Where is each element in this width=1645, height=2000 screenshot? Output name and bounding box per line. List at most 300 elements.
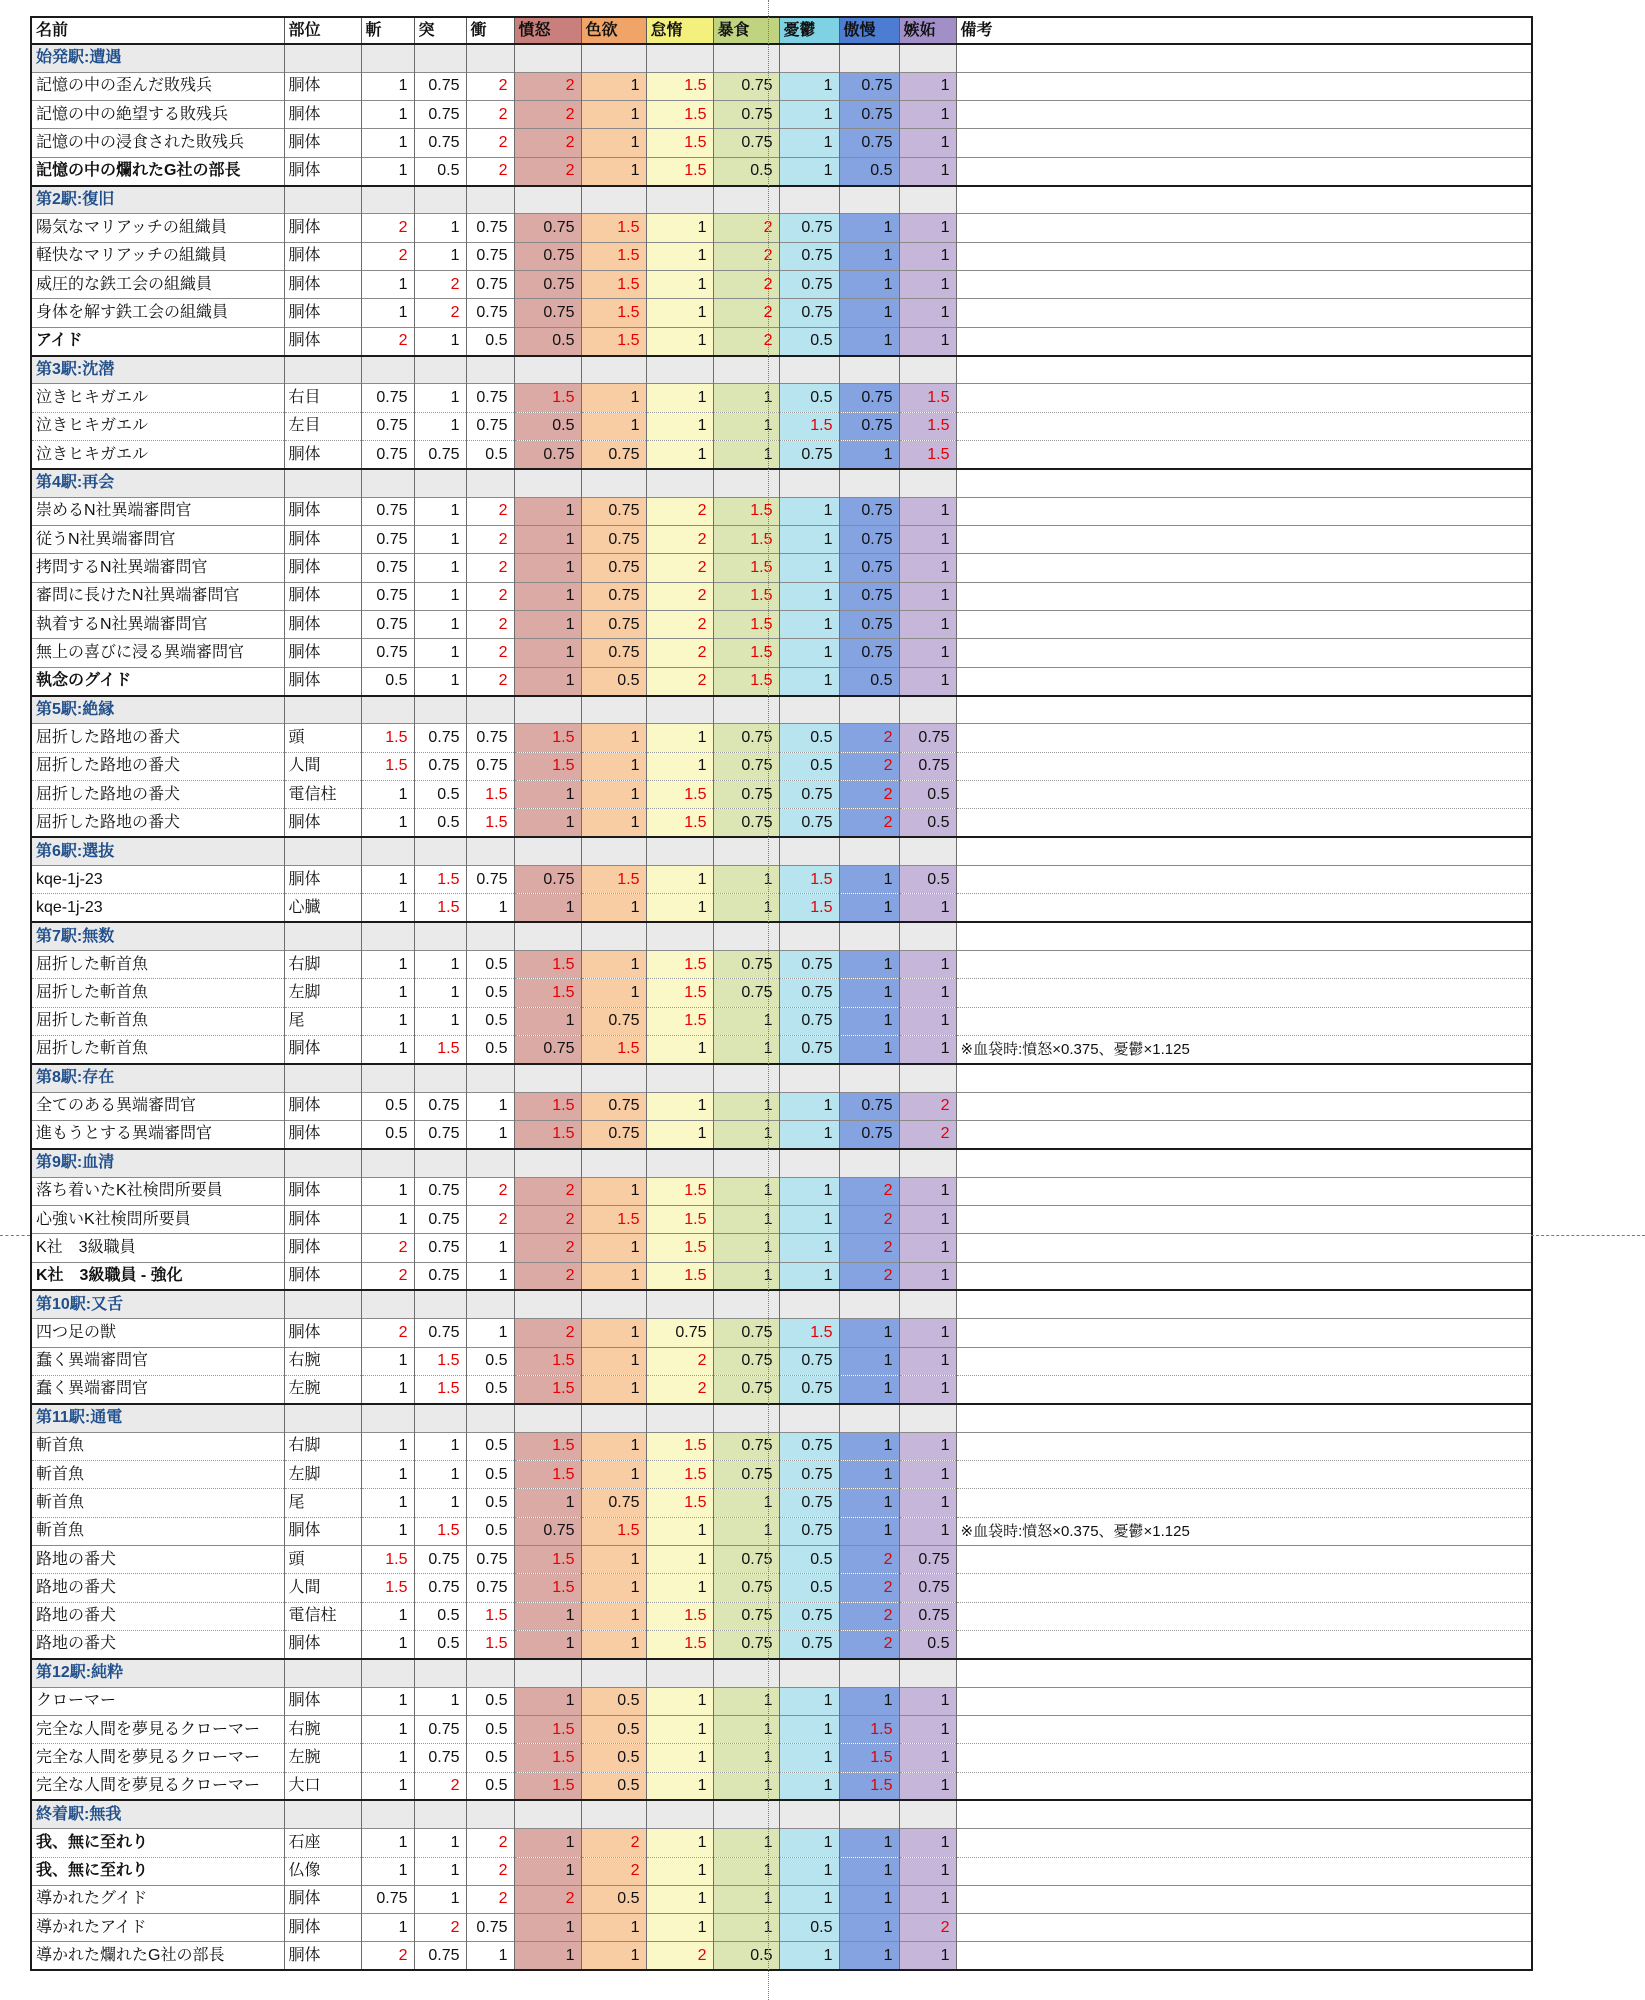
- empty-cell[interactable]: [284, 469, 361, 497]
- value-cell[interactable]: 1: [899, 271, 956, 299]
- value-cell[interactable]: 0.75: [466, 242, 514, 270]
- note-cell[interactable]: [956, 1205, 1532, 1233]
- enemy-name-cell[interactable]: 軽快なマリアッチの組織員: [31, 242, 284, 270]
- value-cell[interactable]: 0.75: [466, 384, 514, 412]
- value-cell[interactable]: 1.5: [466, 781, 514, 809]
- value-cell[interactable]: 0.5: [466, 1687, 514, 1715]
- enemy-name-cell[interactable]: 蠢く異端審問官: [31, 1375, 284, 1403]
- value-cell[interactable]: 1.5: [466, 809, 514, 837]
- empty-cell[interactable]: [839, 1064, 899, 1092]
- value-cell[interactable]: 1: [646, 1545, 713, 1573]
- value-cell[interactable]: 2: [466, 1205, 514, 1233]
- part-cell[interactable]: 胴体: [284, 157, 361, 185]
- value-cell[interactable]: 1: [779, 639, 839, 667]
- empty-cell[interactable]: [514, 1404, 581, 1432]
- part-cell[interactable]: 胴体: [284, 611, 361, 639]
- value-cell[interactable]: 2: [839, 724, 899, 752]
- value-cell[interactable]: 0.75: [713, 1545, 779, 1573]
- value-cell[interactable]: 1: [899, 72, 956, 100]
- value-cell[interactable]: 2: [466, 611, 514, 639]
- value-cell[interactable]: 1: [361, 1460, 414, 1488]
- value-cell[interactable]: 1: [581, 157, 646, 185]
- part-cell[interactable]: 心臓: [284, 894, 361, 922]
- value-cell[interactable]: 1: [899, 1517, 956, 1545]
- value-cell[interactable]: 0.75: [514, 1035, 581, 1063]
- value-cell[interactable]: 0.75: [713, 781, 779, 809]
- empty-cell[interactable]: [414, 1290, 466, 1318]
- value-cell[interactable]: 1.5: [466, 1630, 514, 1658]
- value-cell[interactable]: 1.5: [414, 1375, 466, 1403]
- value-cell[interactable]: 1.5: [646, 781, 713, 809]
- empty-cell[interactable]: [779, 44, 839, 72]
- value-cell[interactable]: 0.75: [839, 639, 899, 667]
- value-cell[interactable]: 1: [899, 1177, 956, 1205]
- value-cell[interactable]: 2: [514, 157, 581, 185]
- empty-cell[interactable]: [581, 922, 646, 950]
- value-cell[interactable]: 1: [581, 781, 646, 809]
- value-cell[interactable]: 1: [361, 157, 414, 185]
- value-cell[interactable]: 0.75: [414, 1120, 466, 1148]
- value-cell[interactable]: 1.5: [361, 1574, 414, 1602]
- value-cell[interactable]: 2: [466, 1885, 514, 1913]
- value-cell[interactable]: 0.75: [466, 299, 514, 327]
- enemy-name-cell[interactable]: 審問に長けたN社異端審問官: [31, 582, 284, 610]
- part-cell[interactable]: 胴体: [284, 129, 361, 157]
- value-cell[interactable]: 0.5: [899, 781, 956, 809]
- value-cell[interactable]: 1.5: [514, 1432, 581, 1460]
- enemy-name-cell[interactable]: 路地の番犬: [31, 1602, 284, 1630]
- empty-cell[interactable]: [514, 1659, 581, 1687]
- note-cell[interactable]: [956, 497, 1532, 525]
- value-cell[interactable]: 1: [646, 1035, 713, 1063]
- value-cell[interactable]: 0.75: [514, 242, 581, 270]
- empty-cell[interactable]: [779, 356, 839, 384]
- value-cell[interactable]: 0.5: [466, 1432, 514, 1460]
- value-cell[interactable]: 1: [779, 129, 839, 157]
- value-cell[interactable]: 0.75: [414, 1262, 466, 1290]
- empty-cell[interactable]: [779, 837, 839, 865]
- value-cell[interactable]: 1.5: [646, 1489, 713, 1517]
- value-cell[interactable]: 0.5: [779, 1914, 839, 1942]
- value-cell[interactable]: 1.5: [414, 894, 466, 922]
- value-cell[interactable]: 2: [713, 327, 779, 355]
- value-cell[interactable]: 1: [646, 384, 713, 412]
- value-cell[interactable]: 1: [839, 894, 899, 922]
- note-cell[interactable]: [956, 639, 1532, 667]
- value-cell[interactable]: 2: [466, 554, 514, 582]
- part-cell[interactable]: 石座: [284, 1829, 361, 1857]
- value-cell[interactable]: 1: [581, 129, 646, 157]
- value-cell[interactable]: 1: [646, 1829, 713, 1857]
- enemy-name-cell[interactable]: 導かれた爛れたG社の部長: [31, 1942, 284, 1970]
- value-cell[interactable]: 2: [466, 157, 514, 185]
- value-cell[interactable]: 1: [779, 667, 839, 695]
- note-cell[interactable]: [956, 214, 1532, 242]
- value-cell[interactable]: 0.75: [581, 639, 646, 667]
- value-cell[interactable]: 1: [713, 1517, 779, 1545]
- part-cell[interactable]: 胴体: [284, 809, 361, 837]
- part-cell[interactable]: 左脚: [284, 1460, 361, 1488]
- part-cell[interactable]: 胴体: [284, 667, 361, 695]
- empty-cell[interactable]: [779, 1800, 839, 1828]
- note-cell[interactable]: [956, 781, 1532, 809]
- value-cell[interactable]: 0.75: [713, 1460, 779, 1488]
- value-cell[interactable]: 2: [514, 129, 581, 157]
- value-cell[interactable]: 1: [361, 894, 414, 922]
- empty-cell[interactable]: [713, 1290, 779, 1318]
- section-title[interactable]: 第9駅:血清: [31, 1149, 284, 1177]
- value-cell[interactable]: 1: [899, 1375, 956, 1403]
- value-cell[interactable]: 0.75: [466, 214, 514, 242]
- value-cell[interactable]: 1: [779, 1687, 839, 1715]
- section-title[interactable]: 第10駅:又舌: [31, 1290, 284, 1318]
- value-cell[interactable]: 0.75: [779, 242, 839, 270]
- value-cell[interactable]: 1: [779, 72, 839, 100]
- enemy-name-cell[interactable]: 泣きヒキガエル: [31, 384, 284, 412]
- value-cell[interactable]: 0.75: [414, 129, 466, 157]
- value-cell[interactable]: 0.5: [779, 327, 839, 355]
- column-header-2[interactable]: 部位: [284, 17, 361, 44]
- part-cell[interactable]: 胴体: [284, 1262, 361, 1290]
- empty-cell[interactable]: [839, 696, 899, 724]
- value-cell[interactable]: 1: [779, 1092, 839, 1120]
- value-cell[interactable]: 1.5: [646, 129, 713, 157]
- enemy-name-cell[interactable]: 斬首魚: [31, 1489, 284, 1517]
- value-cell[interactable]: 1: [414, 667, 466, 695]
- value-cell[interactable]: 1: [581, 1375, 646, 1403]
- empty-cell[interactable]: [899, 1290, 956, 1318]
- note-cell[interactable]: [956, 1659, 1532, 1687]
- enemy-name-cell[interactable]: 屈折した路地の番犬: [31, 724, 284, 752]
- note-cell[interactable]: [956, 554, 1532, 582]
- value-cell[interactable]: 0.5: [779, 384, 839, 412]
- value-cell[interactable]: 2: [646, 611, 713, 639]
- empty-cell[interactable]: [646, 1404, 713, 1432]
- value-cell[interactable]: 1.5: [514, 384, 581, 412]
- value-cell[interactable]: 2: [466, 667, 514, 695]
- value-cell[interactable]: 0.75: [414, 1177, 466, 1205]
- value-cell[interactable]: 0.5: [581, 1772, 646, 1800]
- enemy-name-cell[interactable]: 屈折した路地の番犬: [31, 781, 284, 809]
- value-cell[interactable]: 1: [839, 441, 899, 469]
- empty-cell[interactable]: [284, 837, 361, 865]
- value-cell[interactable]: 1: [514, 497, 581, 525]
- value-cell[interactable]: 1: [713, 866, 779, 894]
- note-cell[interactable]: [956, 1772, 1532, 1800]
- empty-cell[interactable]: [361, 837, 414, 865]
- empty-cell[interactable]: [581, 44, 646, 72]
- value-cell[interactable]: 1: [581, 72, 646, 100]
- value-cell[interactable]: 1: [414, 611, 466, 639]
- value-cell[interactable]: 1: [361, 101, 414, 129]
- value-cell[interactable]: 1: [713, 1205, 779, 1233]
- column-header-6[interactable]: 憤怒: [514, 17, 581, 44]
- value-cell[interactable]: 2: [361, 1319, 414, 1347]
- value-cell[interactable]: 0.5: [414, 809, 466, 837]
- value-cell[interactable]: 1: [414, 554, 466, 582]
- value-cell[interactable]: 0.5: [414, 157, 466, 185]
- value-cell[interactable]: 1: [899, 1035, 956, 1063]
- value-cell[interactable]: 2: [646, 1375, 713, 1403]
- value-cell[interactable]: 2: [414, 1914, 466, 1942]
- value-cell[interactable]: 0.75: [466, 866, 514, 894]
- value-cell[interactable]: 1: [839, 1432, 899, 1460]
- value-cell[interactable]: 1: [839, 1035, 899, 1063]
- empty-cell[interactable]: [839, 356, 899, 384]
- value-cell[interactable]: 0.75: [713, 129, 779, 157]
- empty-cell[interactable]: [839, 1659, 899, 1687]
- enemy-name-cell[interactable]: K社 3級職員: [31, 1234, 284, 1262]
- value-cell[interactable]: 1: [414, 1007, 466, 1035]
- value-cell[interactable]: 1: [361, 1914, 414, 1942]
- value-cell[interactable]: 1: [839, 1375, 899, 1403]
- part-cell[interactable]: 左腕: [284, 1375, 361, 1403]
- value-cell[interactable]: 1: [713, 1035, 779, 1063]
- value-cell[interactable]: 1: [646, 412, 713, 440]
- part-cell[interactable]: 胴体: [284, 101, 361, 129]
- value-cell[interactable]: 2: [839, 1177, 899, 1205]
- value-cell[interactable]: 2: [514, 72, 581, 100]
- section-title[interactable]: 第2駅:復旧: [31, 186, 284, 214]
- value-cell[interactable]: 1: [899, 129, 956, 157]
- note-cell[interactable]: [956, 1120, 1532, 1148]
- value-cell[interactable]: 1: [713, 1914, 779, 1942]
- value-cell[interactable]: 1: [361, 1687, 414, 1715]
- value-cell[interactable]: 1: [646, 866, 713, 894]
- value-cell[interactable]: 0.75: [361, 526, 414, 554]
- value-cell[interactable]: 2: [839, 781, 899, 809]
- part-cell[interactable]: 右目: [284, 384, 361, 412]
- value-cell[interactable]: 0.75: [713, 72, 779, 100]
- empty-cell[interactable]: [514, 1290, 581, 1318]
- value-cell[interactable]: 0.5: [899, 1630, 956, 1658]
- value-cell[interactable]: 1: [713, 1234, 779, 1262]
- value-cell[interactable]: 1: [646, 1574, 713, 1602]
- value-cell[interactable]: 0.5: [466, 1035, 514, 1063]
- value-cell[interactable]: 0.75: [899, 1574, 956, 1602]
- value-cell[interactable]: 1: [899, 1347, 956, 1375]
- column-header-11[interactable]: 傲慢: [839, 17, 899, 44]
- empty-cell[interactable]: [839, 1149, 899, 1177]
- value-cell[interactable]: 1.5: [514, 1744, 581, 1772]
- value-cell[interactable]: 1: [839, 1885, 899, 1913]
- value-cell[interactable]: 1: [514, 554, 581, 582]
- value-cell[interactable]: 0.5: [713, 1942, 779, 1970]
- part-cell[interactable]: 胴体: [284, 497, 361, 525]
- empty-cell[interactable]: [899, 1064, 956, 1092]
- value-cell[interactable]: 1: [361, 299, 414, 327]
- note-cell[interactable]: [956, 1234, 1532, 1262]
- value-cell[interactable]: 1: [414, 951, 466, 979]
- part-cell[interactable]: 胴体: [284, 639, 361, 667]
- value-cell[interactable]: 0.75: [779, 781, 839, 809]
- empty-cell[interactable]: [284, 1800, 361, 1828]
- enemy-name-cell[interactable]: 記憶の中の絶望する敗残兵: [31, 101, 284, 129]
- value-cell[interactable]: 1: [713, 894, 779, 922]
- section-title[interactable]: 第4駅:再会: [31, 469, 284, 497]
- value-cell[interactable]: 1: [713, 384, 779, 412]
- note-cell[interactable]: [956, 1347, 1532, 1375]
- value-cell[interactable]: 1: [899, 1234, 956, 1262]
- value-cell[interactable]: 0.75: [713, 101, 779, 129]
- value-cell[interactable]: 2: [646, 526, 713, 554]
- empty-cell[interactable]: [361, 922, 414, 950]
- value-cell[interactable]: 1: [713, 1177, 779, 1205]
- value-cell[interactable]: 1: [713, 1007, 779, 1035]
- value-cell[interactable]: 1.5: [646, 1205, 713, 1233]
- value-cell[interactable]: 1.5: [646, 1460, 713, 1488]
- section-title[interactable]: 第5駅:絶縁: [31, 696, 284, 724]
- note-cell[interactable]: [956, 1064, 1532, 1092]
- part-cell[interactable]: 右腕: [284, 1347, 361, 1375]
- empty-cell[interactable]: [581, 696, 646, 724]
- value-cell[interactable]: 0.75: [361, 384, 414, 412]
- note-cell[interactable]: [956, 1829, 1532, 1857]
- value-cell[interactable]: 2: [514, 1177, 581, 1205]
- value-cell[interactable]: 1: [361, 951, 414, 979]
- value-cell[interactable]: 1: [361, 72, 414, 100]
- enemy-name-cell[interactable]: 完全な人間を夢見るクローマー: [31, 1744, 284, 1772]
- empty-cell[interactable]: [361, 1659, 414, 1687]
- value-cell[interactable]: 1: [713, 1829, 779, 1857]
- value-cell[interactable]: 0.75: [713, 1432, 779, 1460]
- enemy-name-cell[interactable]: 四つ足の獣: [31, 1319, 284, 1347]
- value-cell[interactable]: 0.75: [713, 724, 779, 752]
- value-cell[interactable]: 0.75: [466, 271, 514, 299]
- value-cell[interactable]: 1: [361, 1035, 414, 1063]
- value-cell[interactable]: 2: [713, 299, 779, 327]
- note-cell[interactable]: [956, 327, 1532, 355]
- section-title[interactable]: 第11駅:通電: [31, 1404, 284, 1432]
- empty-cell[interactable]: [899, 1800, 956, 1828]
- value-cell[interactable]: 0.75: [713, 1375, 779, 1403]
- value-cell[interactable]: 0.75: [779, 271, 839, 299]
- value-cell[interactable]: 0.75: [361, 582, 414, 610]
- value-cell[interactable]: 0.75: [713, 809, 779, 837]
- empty-cell[interactable]: [514, 1064, 581, 1092]
- part-cell[interactable]: 胴体: [284, 526, 361, 554]
- section-title[interactable]: 第8駅:存在: [31, 1064, 284, 1092]
- value-cell[interactable]: 1.5: [646, 951, 713, 979]
- empty-cell[interactable]: [466, 1149, 514, 1177]
- value-cell[interactable]: 2: [514, 1262, 581, 1290]
- empty-cell[interactable]: [361, 44, 414, 72]
- value-cell[interactable]: 0.75: [646, 1319, 713, 1347]
- empty-cell[interactable]: [713, 837, 779, 865]
- value-cell[interactable]: 1: [581, 1234, 646, 1262]
- value-cell[interactable]: 0.5: [779, 752, 839, 780]
- value-cell[interactable]: 1.5: [646, 1432, 713, 1460]
- value-cell[interactable]: 1: [514, 1630, 581, 1658]
- value-cell[interactable]: 1: [361, 866, 414, 894]
- part-cell[interactable]: 胴体: [284, 1035, 361, 1063]
- value-cell[interactable]: 0.75: [361, 554, 414, 582]
- value-cell[interactable]: 1: [646, 1744, 713, 1772]
- empty-cell[interactable]: [466, 1290, 514, 1318]
- empty-cell[interactable]: [361, 1290, 414, 1318]
- empty-cell[interactable]: [839, 1800, 899, 1828]
- value-cell[interactable]: 0.5: [779, 1574, 839, 1602]
- value-cell[interactable]: 1: [779, 1885, 839, 1913]
- value-cell[interactable]: 1: [466, 1262, 514, 1290]
- value-cell[interactable]: 0.75: [581, 441, 646, 469]
- note-cell[interactable]: [956, 1092, 1532, 1120]
- value-cell[interactable]: 1: [899, 554, 956, 582]
- value-cell[interactable]: 0.75: [899, 1602, 956, 1630]
- value-cell[interactable]: 1: [646, 214, 713, 242]
- empty-cell[interactable]: [581, 469, 646, 497]
- value-cell[interactable]: 2: [514, 1205, 581, 1233]
- value-cell[interactable]: 0.75: [414, 752, 466, 780]
- value-cell[interactable]: 1.5: [646, 1234, 713, 1262]
- note-cell[interactable]: [956, 1800, 1532, 1828]
- note-cell[interactable]: [956, 1574, 1532, 1602]
- value-cell[interactable]: 0.75: [414, 72, 466, 100]
- value-cell[interactable]: 1: [713, 1262, 779, 1290]
- note-cell[interactable]: [956, 1290, 1532, 1318]
- value-cell[interactable]: 0.75: [466, 1914, 514, 1942]
- value-cell[interactable]: 1: [361, 1205, 414, 1233]
- value-cell[interactable]: 1: [414, 327, 466, 355]
- value-cell[interactable]: 1: [899, 1687, 956, 1715]
- value-cell[interactable]: 1: [899, 1460, 956, 1488]
- empty-cell[interactable]: [284, 1064, 361, 1092]
- value-cell[interactable]: 0.75: [414, 1715, 466, 1743]
- note-cell[interactable]: [956, 1007, 1532, 1035]
- value-cell[interactable]: 2: [646, 1347, 713, 1375]
- empty-cell[interactable]: [899, 469, 956, 497]
- empty-cell[interactable]: [899, 837, 956, 865]
- column-header-4[interactable]: 突: [414, 17, 466, 44]
- value-cell[interactable]: 1: [361, 271, 414, 299]
- value-cell[interactable]: 1: [899, 497, 956, 525]
- section-title[interactable]: 終着駅:無我: [31, 1800, 284, 1828]
- enemy-name-cell[interactable]: 屈折した斬首魚: [31, 979, 284, 1007]
- enemy-name-cell[interactable]: 全てのある異端審問官: [31, 1092, 284, 1120]
- enemy-name-cell[interactable]: 従うN社異端審問官: [31, 526, 284, 554]
- empty-cell[interactable]: [581, 1290, 646, 1318]
- part-cell[interactable]: 胴体: [284, 1942, 361, 1970]
- part-cell[interactable]: 左脚: [284, 979, 361, 1007]
- empty-cell[interactable]: [581, 1149, 646, 1177]
- value-cell[interactable]: 2: [646, 497, 713, 525]
- part-cell[interactable]: 右脚: [284, 1432, 361, 1460]
- value-cell[interactable]: 1: [899, 639, 956, 667]
- value-cell[interactable]: 1.5: [581, 1035, 646, 1063]
- value-cell[interactable]: 1: [713, 441, 779, 469]
- value-cell[interactable]: 1: [514, 639, 581, 667]
- enemy-name-cell[interactable]: 記憶の中の歪んだ敗残兵: [31, 72, 284, 100]
- enemy-name-cell[interactable]: 完全な人間を夢見るクローマー: [31, 1772, 284, 1800]
- value-cell[interactable]: 1: [581, 1545, 646, 1573]
- value-cell[interactable]: 1: [414, 214, 466, 242]
- value-cell[interactable]: 0.5: [361, 1120, 414, 1148]
- value-cell[interactable]: 1: [839, 214, 899, 242]
- value-cell[interactable]: 2: [514, 101, 581, 129]
- value-cell[interactable]: 1: [414, 1687, 466, 1715]
- value-cell[interactable]: 1: [899, 1744, 956, 1772]
- value-cell[interactable]: 0.5: [581, 1885, 646, 1913]
- empty-cell[interactable]: [646, 469, 713, 497]
- value-cell[interactable]: 1: [779, 157, 839, 185]
- value-cell[interactable]: 1: [361, 979, 414, 1007]
- value-cell[interactable]: 0.5: [466, 1517, 514, 1545]
- value-cell[interactable]: 0.75: [779, 1375, 839, 1403]
- value-cell[interactable]: 1: [466, 1942, 514, 1970]
- empty-cell[interactable]: [284, 44, 361, 72]
- empty-cell[interactable]: [414, 696, 466, 724]
- value-cell[interactable]: 1.5: [713, 526, 779, 554]
